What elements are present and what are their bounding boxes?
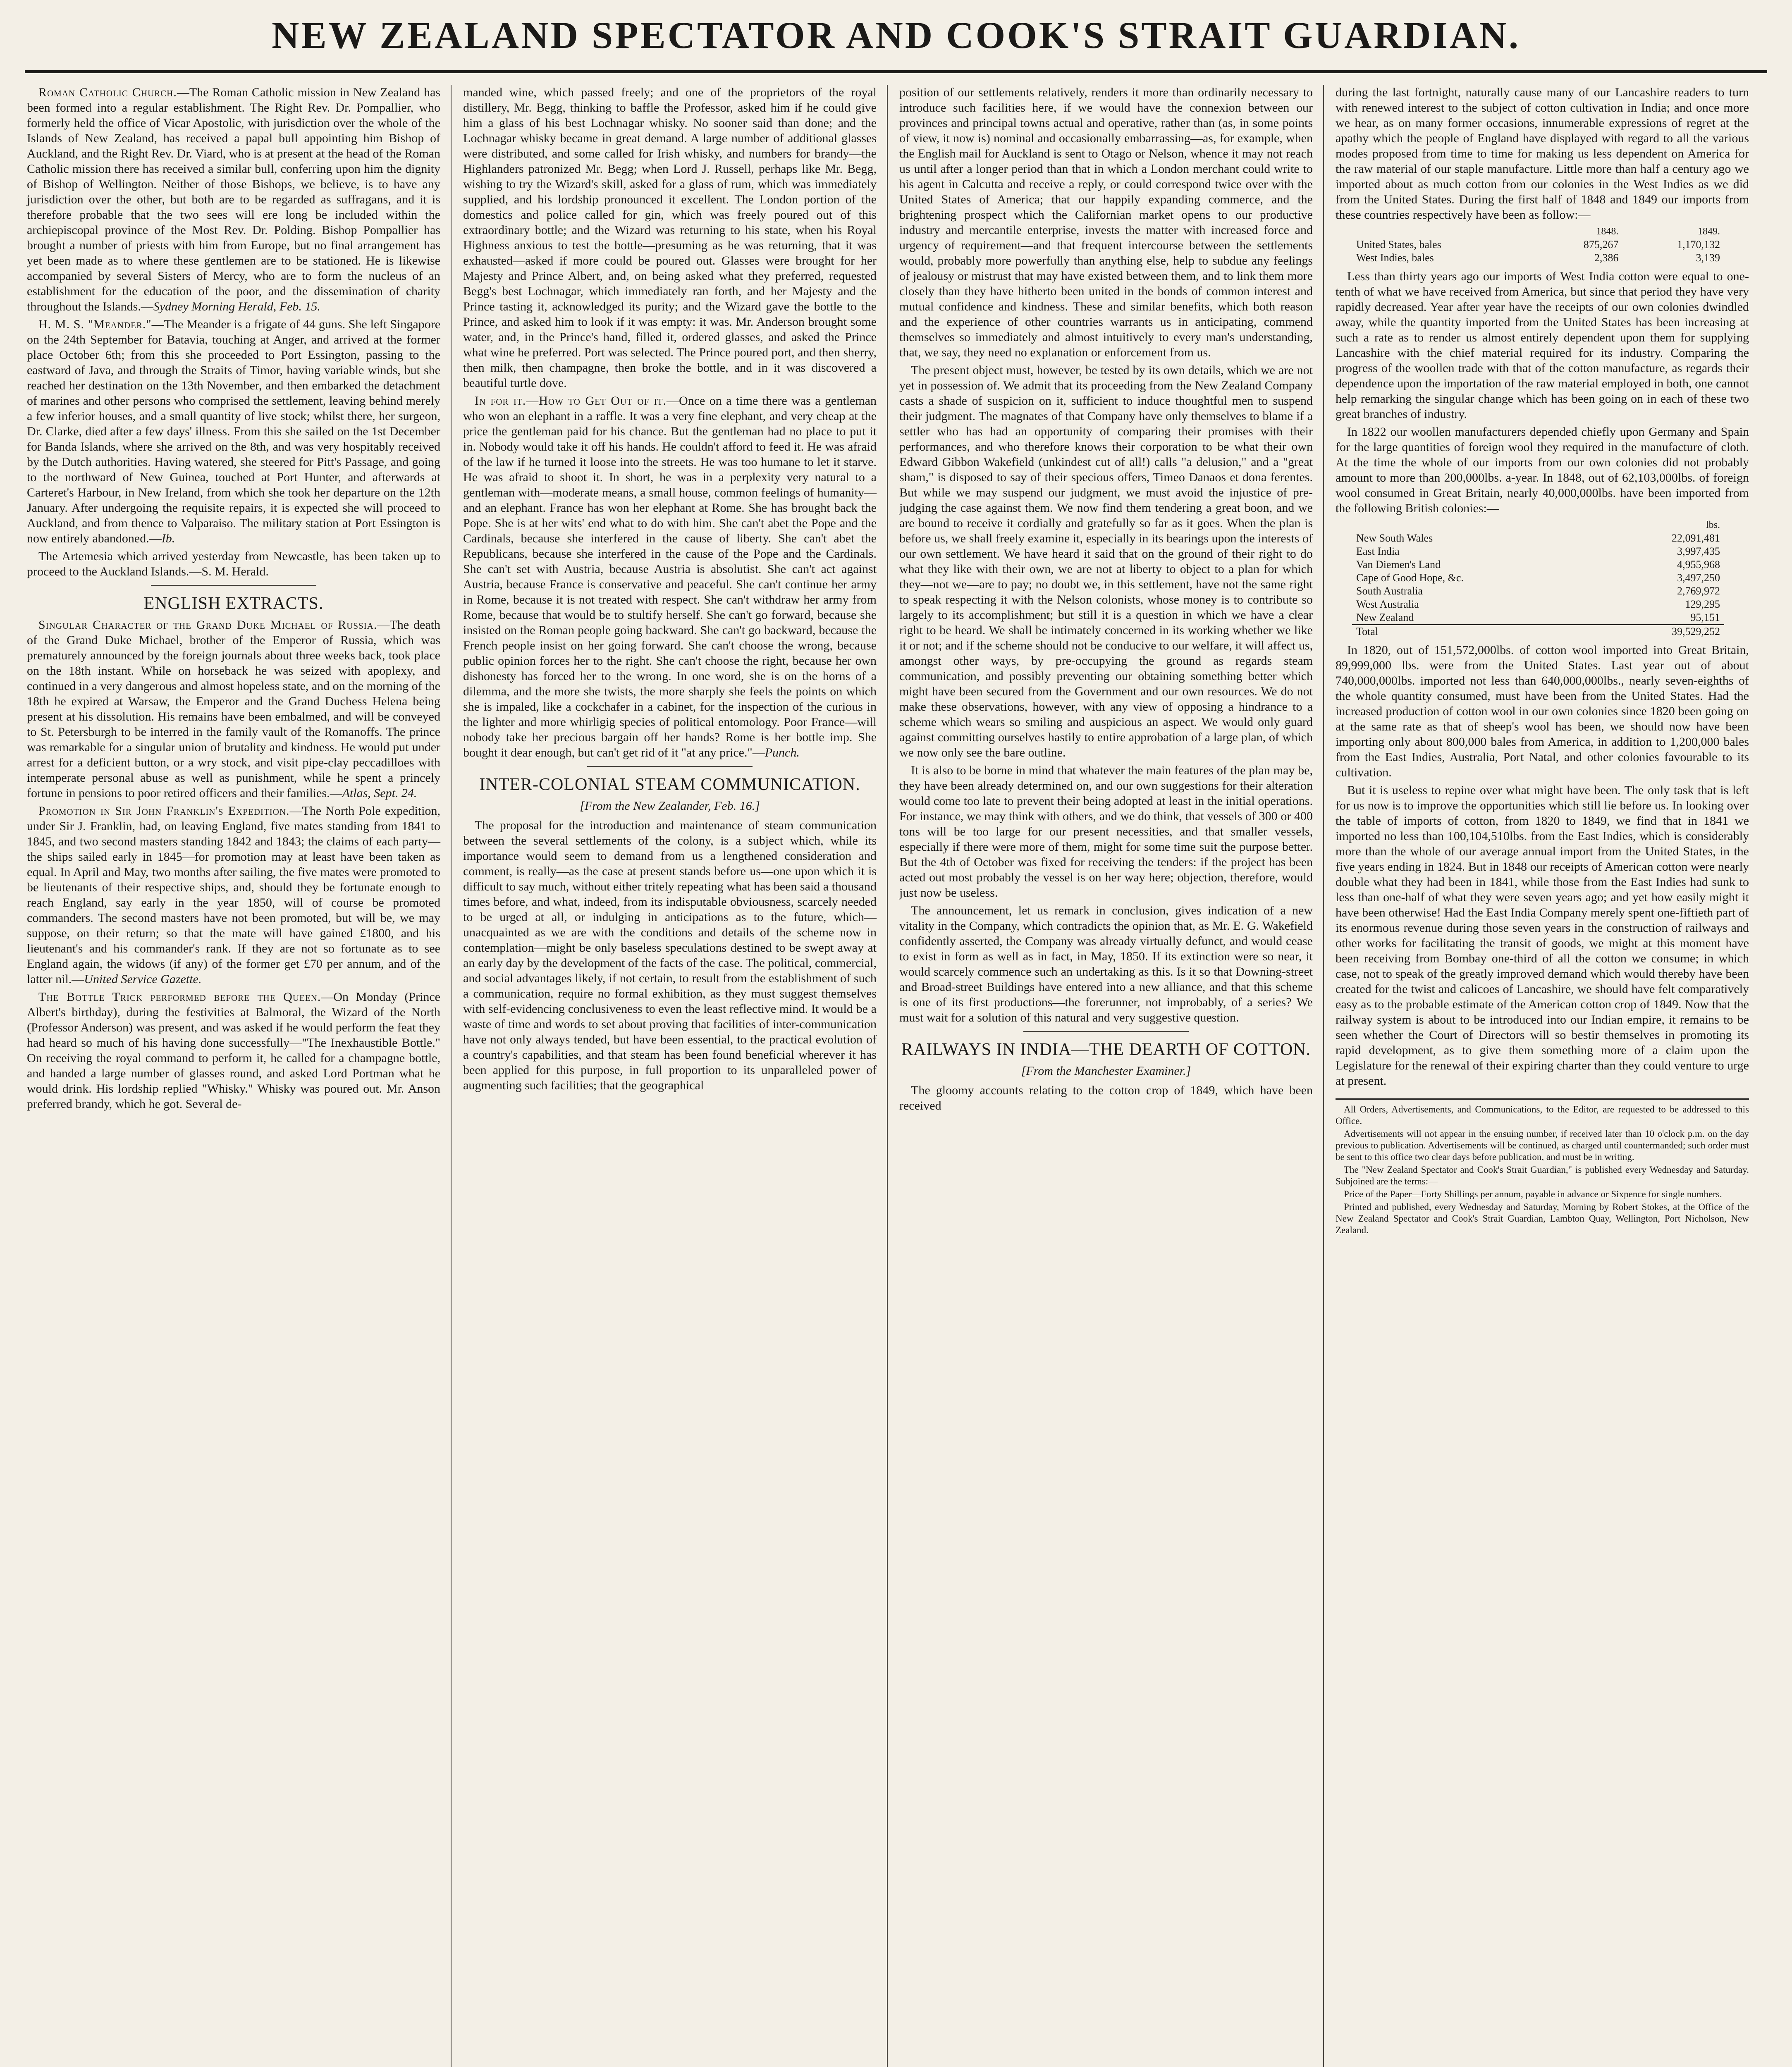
article-cotton-paragraph: Less than thirty years ago our imports of West India cotton were equal to one-tenth of what we have received from America, but since that period they have very rapidly decreased. Year after year have the receipts of our own colonies dwindled away, while the quantity imported from the United States has been increasing at such a rate as to render us almost entirely dependent upon them for supplying Lancashire with the chief material required for its industry. Comparing the progress of the woollen trade with that of the cotton manufacture, as regards their dependence upon the importation of the raw material employed in both, one cannot help remarking the singular change which has been going on in each of these two great branches of industry. xyxy=(1336,270,1749,421)
notice-paragraph: Price of the Paper—Forty Shillings per annum, payable in advance or Sixpence for single numbers. xyxy=(1344,1189,1722,1199)
article-steam-paragraph: The present object must, however, be tested by its own details, which we are not yet in possession of. We admit that its proceeding from the New Zealand Company casts a shade of suspicion on it, sufficient to induce thoughtful men to suspend their judgment. The magnates of that Company have only themselves to blame if a settler who has had an opportunity of comparing their promises with their performances, and who therefore knows their corporation to be what their own Edward Gibbon Wakefield (unkindest cut of all!) calls "a delusion," and a "great sham," is disposed to say of their specious offers, Timeo Danaos et dona ferentes. But while we may suspend our judgment, we must avoid the injustice of pre-judging the case against them. We now find them tendering a great boon, and we are bound to receive it cordially and gratefully so far as it goes. When the plan is before us, we shall freely examine it, especially in its bearings upon the interests of our own settlement. We have heard it said that on the ground of their right to do what they like with their own, we are not at liberty to object to a plan for which they—not we—are to pay; no doubt we, in this settlement, have not the same right to speak respecting it with the Nelson colonists, whose money is to contribute so largely to its accomplishment; but still it is a question in which we have a clear right to be heard. We shall be intimately concerned in its working whether we like it or not; and if the scheme should not be conducive to our welfare, it will affect us, amongst other ways, by pre-occupying the ground as regards steam communication, and possibly preventing our obtaining something better which might have been secured from the Government and our own resources. We do not make these observations, however, with any view of opposing a hindrance to a scheme which wears so smiling and auspicious an aspect. We would only guard against committing ourselves hastily to entire approbation of a large plan, of which we now only see the bare outline. xyxy=(899,363,1313,759)
article-source: United Service Gazette. xyxy=(84,972,202,986)
column-3 xyxy=(899,85,1313,1116)
notice-paragraph: The "New Zealand Spectator and Cook's Strait Guardian," is published every Wednesday and Saturday. Subjoined are the terms:— xyxy=(1336,1165,1749,1186)
table-total-row xyxy=(1352,625,1724,638)
cotton-bales-table xyxy=(1352,225,1724,265)
article-source: [From the Manchester Examiner.] xyxy=(1021,1064,1191,1078)
column-4 xyxy=(1336,85,1749,1237)
column-rule xyxy=(451,85,452,2067)
article-grand-duke xyxy=(27,617,440,801)
article-body: —The death of the Grand Duke Michael, brother of the Emperor of Russia, which was prematurely announced by the foreign journals about three weeks back, took place on the 18th instant. While on horseback he was seized with apoplexy, and continued in a very dangerous and almost hopeless state, and on the morning of the 18th he expired at Warsaw, the Emperor and the Grand Duchess Helena being present at his dissolution. His remains have been embalmed, and will be conveyed to St. Petersburgh to be interred in the family vault of the Romanoffs. The prince was remarkable for a singular union of brutality and kindness. He would put under arrest for a deficient button, or a wry stock, and visit pipe-clay peccadilloes with intemperate personal abuse as well as punishment, while he spent a princely fortune in pensions to poor retired officers and their families.— xyxy=(27,618,440,800)
section-heading-steam-communication: INTER-COLONIAL STEAM COMMUNICATION. xyxy=(479,775,860,794)
table-row xyxy=(1352,532,1724,545)
divider xyxy=(1023,1031,1189,1032)
article-heading: Promotion in Sir John Franklin's Expedition. xyxy=(38,804,290,818)
table-cell: New Zealand xyxy=(1356,611,1414,623)
article-railways-body: The gloomy accounts relating to the cotton crop of 1849, which have been received xyxy=(899,1084,1313,1112)
table-header-row xyxy=(1352,225,1724,238)
article-body: —The Meander is a frigate of 44 guns. She left Singapore on the 24th September for Batavia, touching at Anger, and arrived at the former place October 6th; from this she proceeded to Port Essington, passing to the eastward of Java, and through the Straits of Timor, having variable winds, but she reached her destination on the 13th November, and then embarked the detachment of marines and other persons who comprised the settlement, leaving behind merely a few inferior houses, and a small quantity of live stock; whilst there, her surgeon, Dr. Clarke, died after a few days' illness. From this she sailed on the 1st December for Banda Islands, where she arrived on the 8th, and was very hospitably received by the Dutch authorities. Having watered, she steered for Pitt's Passage, and going to the northward of New Guinea, touched at Port Hunter, and afterwards at Carteret's Harbour, in New Ireland, from which she took her departure on the 12th January. After undergoing the requisite repairs, it is expected she will proceed to Auckland, and from thence to Valparaiso. The military station at Port Essington is now entirely abandoned.— xyxy=(27,317,441,545)
notice-paragraph: All Orders, Advertisements, and Communications, to the Editor, are requested to be addressed to this Office. xyxy=(1336,1104,1749,1126)
article-franklin xyxy=(27,803,440,987)
article-steam-paragraph: The announcement, let us remark in conclusion, gives indication of a new vitality in the Company, which contradicts the opinion that, as Mr. E. G. Wakefield confidently asserted, the Company was already virtually defunct, and would cease to exist in form as well as in fact, in May, 1850. If its extinction were so near, it would scarcely commence such an undertaking as this. Is it so that Downing-street and Broad-street Buildings have entered into a new alliance, and that this scheme is one of its first productions—the forerunner, not improbably, of a series? We must wait for a solution of this natural and very suggestive question. xyxy=(899,904,1313,1024)
publisher-notice xyxy=(1336,1098,1749,1236)
table-cell: 3,497,250 xyxy=(1677,572,1720,584)
article-steam-paragraph: It is also to be borne in mind that whatever the main features of the plan may be, they have been already determined on, and our own suggestions for their alteration would come too late to prevent their being adopted at least in the initial operations. For instance, we may think with others, and we do think, that vessels of 300 or 400 tons will be too large for our present necessities, and that smaller vessels, especially if there were more of them, might for some time suit the purpose better. But the 4th of October was fixed for receiving the tenders: if the project has been acted out most probably the vessel is on her way here; objection, therefore, would just now be useless. xyxy=(899,764,1313,900)
table-header-cell: lbs. xyxy=(1706,520,1720,530)
article-artemesia: The Artemesia which arrived yesterday from Newcastle, has been taken up to proceed to the Auckland Islands.—S. M. Herald. xyxy=(27,549,440,578)
table-cell: Total xyxy=(1352,625,1602,638)
article-body: —The North Pole expedition, under Sir J. Franklin, had, on leaving England, five mates standing from 1841 to 1845, and two second masters standing 1842 and 1843; the claims of each party—the ships sailed early in 1845—for promotion may at least have been taken as equal. In April and May, two months after sailing, the five mates were promoted to be lieutenants of their respective ships, and, should they be fortunate enough to reach England, say early in the year 1850, will of course be promoted commanders. The second masters have not been promoted, but will be, we may suppose, on their return; so that the mate will have gained £1800, and his lieutenant's and his commander's rank. If they are not so fortunate as to see England again, the widows (if any) of the former get £70 per annum, and of the latter nil.— xyxy=(27,804,440,986)
article-source: Atlas, Sept. 24. xyxy=(342,786,417,800)
article-meander xyxy=(27,317,440,546)
table-cell: West Indies, bales xyxy=(1356,252,1434,264)
table-row xyxy=(1352,558,1724,571)
column-1 xyxy=(27,85,440,1114)
table-row xyxy=(1352,571,1724,585)
table-cell: 1,170,132 xyxy=(1677,239,1720,251)
article-steam-continued: position of our settlements relatively, renders it more than ordinarily necessary to introduce such facilities here, if we would have the connexion between our provinces and principal towns actual and operative, rather than (as, in some points of view, it now is) nominal and occasionally embarrassing—as, for example, when the English mail for Auckland is sent to Otago or Nelson, whence it may not reach us until after a longer period than that in which a London merchant could write to his agent in Calcutta and receive a reply, or could correspond twice over with the United States of America; that our happily expanding commerce, and the brightening prospect which the Californian market opens to our productive industry and mercantile enterprise, invests the matter with increased force and urgency of requirement—and that frequent intercourse between the settlements would, probably more powerfully than anything else, help to subdue any feelings of jealousy or mistrust that may have existed between them, and to link them more closely than they have hitherto been united in the bonds of common interest and mutual confidence and kindness. These and similar benefits, which both reason and the experience of other countries warrants us in anticipating, commend themselves so immediately and almost intuitively to every man's understanding, that, we say, they need no explanation or enforcement from us. xyxy=(899,86,1313,359)
table-row xyxy=(1352,585,1724,598)
table-cell: 39,529,252 xyxy=(1602,625,1724,638)
table-header-cell: 1849. xyxy=(1698,226,1720,237)
article-cotton-paragraph: In 1822 our woollen manufacturers depended chiefly upon Germany and Spain for the large quantities of foreign wool they required in the manufacture of cloth. At the time the whole of our imports from our own colonies did not probably amount to more than 200,000lbs. a-year. In 1848, out of 62,103,000lbs. of foreign wool consumed in Great Britain, nearly 40,000,000lbs. have been imported from the following British colonies:— xyxy=(1336,425,1749,515)
article-heading: The Bottle Trick performed before the Queen. xyxy=(38,990,321,1004)
table-cell: East India xyxy=(1356,545,1400,557)
article-source: Ib. xyxy=(161,532,175,545)
column-rule xyxy=(1323,85,1324,2067)
article-body: —Once on a time there was a gentleman who won an elephant in a raffle. It was a very fine elephant, and very cheap at the price the gentleman paid for his chance. But the gentleman had no place to put it in. Nobody would take it off his hands. He couldn't afford to feed it. He was afraid of the law if he turned it loose into the streets. He was too humane to let it starve. He was afraid to shoot it. In short, he was in a perplexity very natural to a gentleman with—moderate means, a small house, common feelings of humanity—and an elephant. France has won her elephant at Rome. She has brought back the Pope. She is at her wits' end what to do with him. She can't abet the Pope and the Cardinals, because she interfered in the cause of liberty. She can't abet the Republicans, because she interfered in the cause of the Pope and the Cardinals. She can't set with Austria, because Austria is absolutist. She can't act against Austria, because France is conservative and peaceful. She can't continue her army in Rome, because it is not treated with respect. She can't withdraw her army from Rome, because that would be to stultify herself. She can't go forward, because she insisted on the Roman people going backward. She can't go backward, because the French people insist on her going forward. She can't choose the wrong, because public opinion forces her to the right. She can't choose the right, because her own dishonesty has forced her to the wrong. In one word, she is on the horns of a dilemma, and the more she twists, the more sharply she feels the points on which she is impaled, like a cockchafer in a cabinet, for the inspection of the curious in the lighter and more whirligig species of political entomology. Poor France—will nobody take her precious bargain off her hands? Rome is her bottle imp. She bought it dear enough, but can't get rid of it "at any price."— xyxy=(463,394,877,759)
notice-paragraph: Advertisements will not appear in the ensuing number, if received later than 10 o'clock p.m. on the day previous to publication. Advertisements will be continued, as charged until countermanded; such order must be sent to this office two clear days before publication, and must be in writing. xyxy=(1336,1129,1749,1162)
table-cell: 2,386 xyxy=(1594,252,1619,264)
table-header-row xyxy=(1352,518,1724,532)
table-cell: 22,091,481 xyxy=(1672,532,1720,544)
table-row xyxy=(1352,545,1724,558)
article-source: Sydney Morning Herald, Feb. 15. xyxy=(153,300,320,313)
table-row xyxy=(1352,611,1724,625)
article-body: —On Monday (Prince Albert's birthday), during the festivities at Balmoral, the Wizard of the North (Professor Anderson) was present, and was asked if he would perform the feat they had heard so much of his having done successfully—"The Inexhaustible Bottle." On receiving the royal command to perform it, he called for a champagne bottle, and handed a large number of glasses round, and asked Lord Portman what he would drink. His lordship replied "Whisky." Whisky was poured out. Mr. Anson preferred brandy, which he got. Several de- xyxy=(27,990,440,1111)
table-cell: South Australia xyxy=(1356,585,1423,597)
section-heading-english-extracts: ENGLISH EXTRACTS. xyxy=(143,594,324,613)
article-bottle-trick-continued: manded wine, which passed freely; and one of the proprietors of the royal distillery, Mr. Begg, thinking to baffle the Professor, asked him if he could give him a glass of his best Lochnagar whisky. No sooner said than done; and the Lochnagar whisky became in great demand. A large number of additional glasses were distributed, and some called for Irish whisky, and numbers for brandy—the Highlanders patronized Mr. Begg; when Lord J. Russell, perhaps like Mr. Begg, wishing to try the Wizard's skill, asked for a glass of rum, which was immediately supplied, and his lordship pronounced it excellent. The London portion of the domestics and police called for gin, which was freely poured out of this extraordinary bottle; and the Wizard was returning to his state, when his Royal Highness anxious to test the bottle—presuming as he was returning, that it was exhausted—asked if more could be poured out. Glasses were brought for her Majesty and Prince Albert, and, on being asked what they preferred, requested Begg's best Lochnagar, which immediately ran forth, and her Majesty and the Prince tasting it, acknowledged its purity; and the Wizard gave the bottle to the Prince, and asked him to look if it was empty: it was. Mr. Anderson brought some water, and, in the Prince's hand, filled it, ordered glasses, and asked the Prince what wine he preferred. Port was selected. The Prince poured port, and then sherry, then milk, then champagne, then broke the bottle, and in it was discovered a beautiful turtle dove. xyxy=(463,86,877,390)
article-bottle-trick xyxy=(27,989,440,1112)
table-cell: Van Diemen's Land xyxy=(1356,559,1441,570)
table-cell: 875,267 xyxy=(1583,239,1619,251)
article-body: —The Roman Catholic mission in New Zealand has been formed into a regular establishment. The Right Rev. Dr. Pompallier, who formerly held the office of Vicar Apostolic, with jurisdiction over the whole of the Islands of New Zealand, has received a papal bull appointing him Bishop of Auckland, and the Right Rev. Dr. Viard, who is at present at the head of the Roman Catholic mission there has received a similar bull, conferring upon him the dignity of Bishop of Wellington. Neither of those Bishops, we believe, is to have any jurisdiction over the other, but both are to be regarded as suffragans, and it is therefore probable that the two sees will ere long be included within the archiepiscopal province of the Most Rev. Dr. Polding. Bishop Pompallier has brought a number of priests with him from Europe, but no final arrangement has yet been made as to where these gentlemen are to be stationed. He is likewise accompanied by several Sisters of Mercy, who are to form the nucleus of an establishment for the education of the poor, and the dissemination of charity throughout the Islands.— xyxy=(27,86,440,313)
table-cell: 2,769,972 xyxy=(1677,585,1720,597)
article-heading: H. M. S. "Meander." xyxy=(38,317,152,331)
column-rule xyxy=(887,85,888,2067)
article-in-for-it xyxy=(463,393,877,760)
section-heading-railways-india: RAILWAYS IN INDIA—THE DEARTH OF COTTON. xyxy=(901,1040,1311,1059)
masthead: NEW ZEALAND SPECTATOR AND COOK'S STRAIT GUARDIAN. xyxy=(25,8,1767,73)
table-header-cell: 1848. xyxy=(1596,226,1619,237)
article-source: Punch. xyxy=(765,746,800,759)
column-2 xyxy=(463,85,877,1096)
divider xyxy=(587,766,753,767)
table-cell: 95,151 xyxy=(1690,611,1720,623)
article-heading: Singular Character of the Grand Duke Michael of Russia. xyxy=(38,618,378,632)
table-cell: 129,295 xyxy=(1685,598,1720,610)
article-cotton-paragraph: But it is useless to repine over what might have been. The only task that is left for us now is to improve the opportunities which still lie before us. In looking over the table of imports of cotton, from 1820 to 1849, we find that in 1841 we imported no less than 100,104,510lbs. from the East Indies, which is considerably more than the whole of our average annual import from the United States, in the five years ending in 1824. But in 1848 our receipts of American cotton were nearly double what they had been in 1841, while those from the East Indies had sunk to less than one-half of what they were seven years ago; and yet how easily might it have been otherwise! Had the East India Company merely spent one-fiftieth part of its enormous revenue during those seven years in the construction of railways and other works for facilitating the transit of goods, we might at this moment have been receiving from Bombay one-third of all the cotton we consume; in which case, not to speak of the greatly improved demand which would thereby have been created for the twist and calicoes of Lancashire, we should have felt comparatively easy as to the probable estimate of the American cotton crop of 1849. Now that the railway system is about to be introduced into our Indian empire, it remains to be seen whether the Court of Directors will so bestir themselves in promoting its rapid development, as to give them something more of a claim upon the Legislature for the renewal of their expiring charter than they could venture to urge at present. xyxy=(1336,783,1749,1088)
table-row xyxy=(1352,238,1724,251)
article-heading: In for it.—How to Get Out of it. xyxy=(475,394,667,408)
table-cell: West Australia xyxy=(1356,598,1419,610)
article-steam-body: The proposal for the introduction and maintenance of steam communication between the several settlements of the colony, is a subject which, while its importance would seem to demand from us a lengthened consideration and comment, is really—as the case at present stands before us—one upon which it is difficult to say much, without either tritely repeating what has been said a thousand times before, and what, indeed, from its indisputable obviousness, scarcely needed to be urged at all, or indulging in anticipations as to the future, which—unacquainted as we are with the conditions and details of the scheme now in contemplation—might be only baseless speculations destined to be swept away at an early day by the development of the facts of the case. The political, commercial, and social advantages likely, if not certain, to result from the establishment of such a communication, require no formal exhibition, as they must suggest themselves with self-evidencing conclusiveness to even the least reflective mind. It would be a waste of time and words to set about proving that facilities of inter-communication have not only always tended, but have been essential, to the practical evolution of a country's capabilities, and that steam has been found beneficial wherever it has been applied for this purpose, in full proportion to its unparalleled power of augmenting such facilities; that the geographical xyxy=(463,819,877,1092)
article-cotton-paragraph: during the last fortnight, naturally cause many of our Lancashire readers to turn with renewed interest to the subject of cotton cultivation in India; and once more we hear, as on many former occasions, innumerable expressions of regret at the apathy which the people of England have displayed with regard to all the various modes proposed from time to time for making us less dependent on America for the raw material of our staple manufacture. Little more than half a century ago we imported about as much cotton from our colonies in the West Indies as we did from the United States. During the first half of 1848 and 1849 our imports from these countries respectively have been as follow:— xyxy=(1336,86,1749,222)
table-cell: 4,955,968 xyxy=(1677,559,1720,570)
table-cell: Cape of Good Hope, &c. xyxy=(1356,572,1464,584)
article-cotton-paragraph: In 1820, out of 151,572,000lbs. of cotton wool imported into Great Britain, 89,999,000 lbs. were from the United States. Last year out of about 740,000,000lbs. imported not less than 640,000,000lbs., nearly seven-eighths of the whole quantity consumed, must have been from the United States. Had the increased production of cotton wool in our own colonies since 1820 been going on at the same rate as that of sheep's wool has been, we should now have been importing only about 800,000 bales from America, in addition to 1,200,000 bales from the East Indies, Australia, Port Natal, and other colonies favourable to its cultivation. xyxy=(1336,643,1749,779)
table-cell: 3,139 xyxy=(1696,252,1720,264)
article-heading: Roman Catholic Church. xyxy=(38,86,177,99)
table-cell: 3,997,435 xyxy=(1677,545,1720,557)
article-source: [From the New Zealander, Feb. 16.] xyxy=(580,799,760,813)
article-catholic-church xyxy=(27,85,440,314)
divider xyxy=(151,585,316,586)
table-cell: United States, bales xyxy=(1356,239,1441,251)
table-cell: New South Wales xyxy=(1356,532,1433,544)
wool-imports-table xyxy=(1352,518,1724,638)
table-row xyxy=(1352,251,1724,265)
table-row xyxy=(1352,598,1724,611)
notice-paragraph: Printed and published, every Wednesday and Saturday, Morning by Robert Stokes, at the Office of the New Zealand Spectator and Cook's Strait Guardian, Lambton Quay, Wellington, Port Nicholson, New Zealand. xyxy=(1336,1202,1749,1235)
